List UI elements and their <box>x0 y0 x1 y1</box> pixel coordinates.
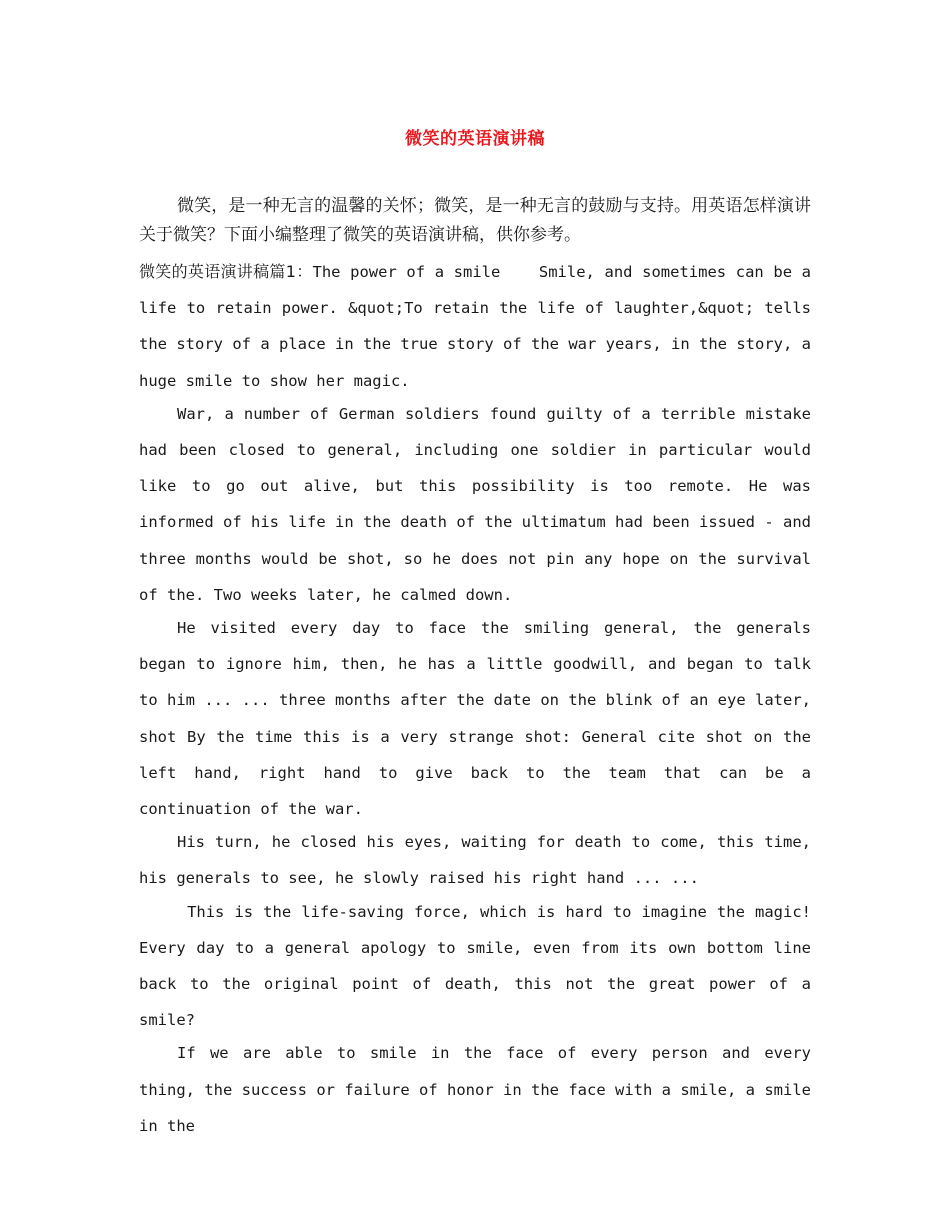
section-label: 微笑的英语演讲稿篇1： <box>139 262 313 281</box>
paragraph-6: If we are able to smile in the face of every person and every thing, the success or failure of honor in the face with a smile, a smile in the <box>139 1044 811 1135</box>
paragraph-2: War, a number of German soldiers found guilty of a terrible mistake had been closed to general, including one soldier in particular would like to go out alive, but this possibility is too remote. He was informed of his life in the death of the ultimatum had been issued - and three months would be shot, so he does not pin any hope on the survival of the. Two weeks later, he calmed down. <box>139 404 811 604</box>
document-title: 微笑的英语演讲稿 <box>405 129 545 149</box>
paragraph-5: This is the life-saving force, which is hard to imagine the magic! Every day to a general apology to smile, even from its own bottom line back to the original point of death, this not the great power of a smile? <box>139 902 821 1030</box>
intro-paragraph: 微笑，是一种无言的温馨的关怀；微笑，是一种无言的鼓励与支持。用英语怎样演讲关于微笑？下面小编整理了微笑的英语演讲稿，供你参考。 <box>139 196 811 245</box>
paragraph-3: He visited every day to face the smiling general, the generals began to ignore him, then, he has a little goodwill, and began to talk to him ... ... three months after the date on the blink of an eye later, shot By the time this is a very strange shot: General cite shot on the left hand, right hand to give back to the team that can be a continuation of the war. <box>139 619 811 819</box>
paragraph-1-text: The power of a smile Smile, and sometimes can be a life to retain power. &quot;To retain the life of laughter,&quot; tells the story of a place in the true story of the war years, in the story, a huge smile to show her magic. <box>139 263 821 390</box>
paragraph-1 <box>139 254 821 399</box>
paragraph-4: His turn, he closed his eyes, waiting for death to come, this time, his generals to see, he slowly raised his right hand ... ... <box>139 833 811 888</box>
document-body <box>139 192 821 1144</box>
